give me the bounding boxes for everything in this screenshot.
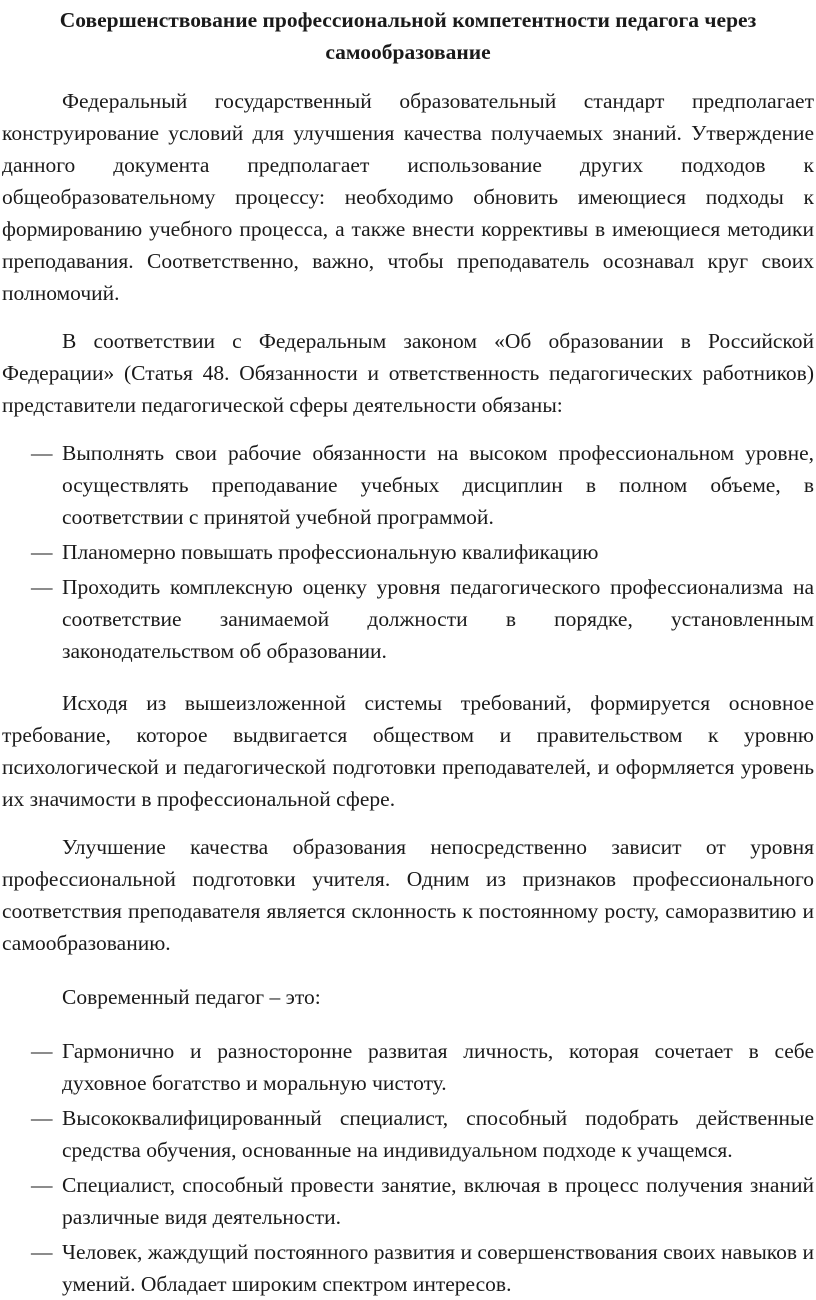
list-item xyxy=(2,1236,814,1300)
dash-marker: — xyxy=(31,1039,53,1063)
duties-list xyxy=(2,437,814,667)
dash-marker: — xyxy=(31,1173,53,1197)
dash-marker: — xyxy=(31,1106,53,1130)
dash-marker: — xyxy=(31,441,53,465)
list-item-text: Выполнять свои рабочие обязанности на высоком профессиональном уровне, осуществлять преподавание учебных дисциплин в полном объеме, в соответствии с принятой учебной программой. xyxy=(62,441,814,529)
list-item xyxy=(2,437,814,533)
list-item xyxy=(2,536,814,568)
paragraph-requirements: Исходя из вышеизложенной системы требований, формируется основное требование, которое выдвигается обществом и правительством к уровню психологической и педагогической подготовки преподавателей, и оформляется уровень их значимости в профессиональной сфере. xyxy=(2,691,814,811)
list-item-text: Человек, жаждущий постоянного развития и совершенствования своих навыков и умений. Обладает широким спектром интересов. xyxy=(62,1240,814,1296)
list-item-text: Проходить комплексную оценку уровня педагогического профессионализма на соответствие занимаемой должности в порядке, установленным законодательством об образовании. xyxy=(62,575,814,663)
dash-marker: — xyxy=(31,540,53,564)
list-item-text: Гармонично и разносторонне развитая личность, которая сочетает в себе духовное богатство и моральную чистоту. xyxy=(62,1039,814,1095)
list-item xyxy=(2,1035,814,1099)
dash-marker: — xyxy=(31,575,53,599)
paragraph-quality: Улучшение качества образования непосредственно зависит от уровня профессиональной подготовки учителя. Одним из признаков профессионального соответствия преподавателя является склонность к постоянному росту, саморазвитию и самообразованию. xyxy=(2,835,814,955)
paragraph-modern-teacher: Современный педагог – это: xyxy=(62,985,321,1009)
list-item xyxy=(2,1102,814,1166)
document-title: Совершенствование профессиональной компетентности педагога через самообразование xyxy=(59,8,757,64)
list-item xyxy=(2,1169,814,1233)
dash-marker: — xyxy=(31,1240,53,1264)
paragraph-fgos: Федеральный государственный образовательный стандарт предполагает конструирование условий для улучшения качества получаемых знаний. Утверждение данного документа предполагает использование других подходов к общеобразовательному процессу: необходимо обновить имеющиеся подходы к формированию учебного процесса, а также внести коррективы в имеющиеся методики преподавания. Соответственно, важно, чтобы преподаватель осознавал круг своих полномочий. xyxy=(2,89,814,305)
qualities-list xyxy=(2,1035,814,1300)
list-item xyxy=(2,571,814,667)
list-item-text: Планомерно повышать профессиональную квалификацию xyxy=(62,540,599,564)
list-item-text: Высококвалифицированный специалист, способный подобрать действенные средства обучения, основанные на индивидуальном подходе к учащемся. xyxy=(62,1106,814,1162)
paragraph-law: В соответствии с Федеральным законом «Об образовании в Российской Федерации» (Статья 48. Обязанности и ответственность педагогических работников) представители педагогической сферы деятельности обязаны: xyxy=(2,329,814,417)
list-item-text: Специалист, способный провести занятие, включая в процесс получения знаний различные видя деятельности. xyxy=(62,1173,814,1229)
